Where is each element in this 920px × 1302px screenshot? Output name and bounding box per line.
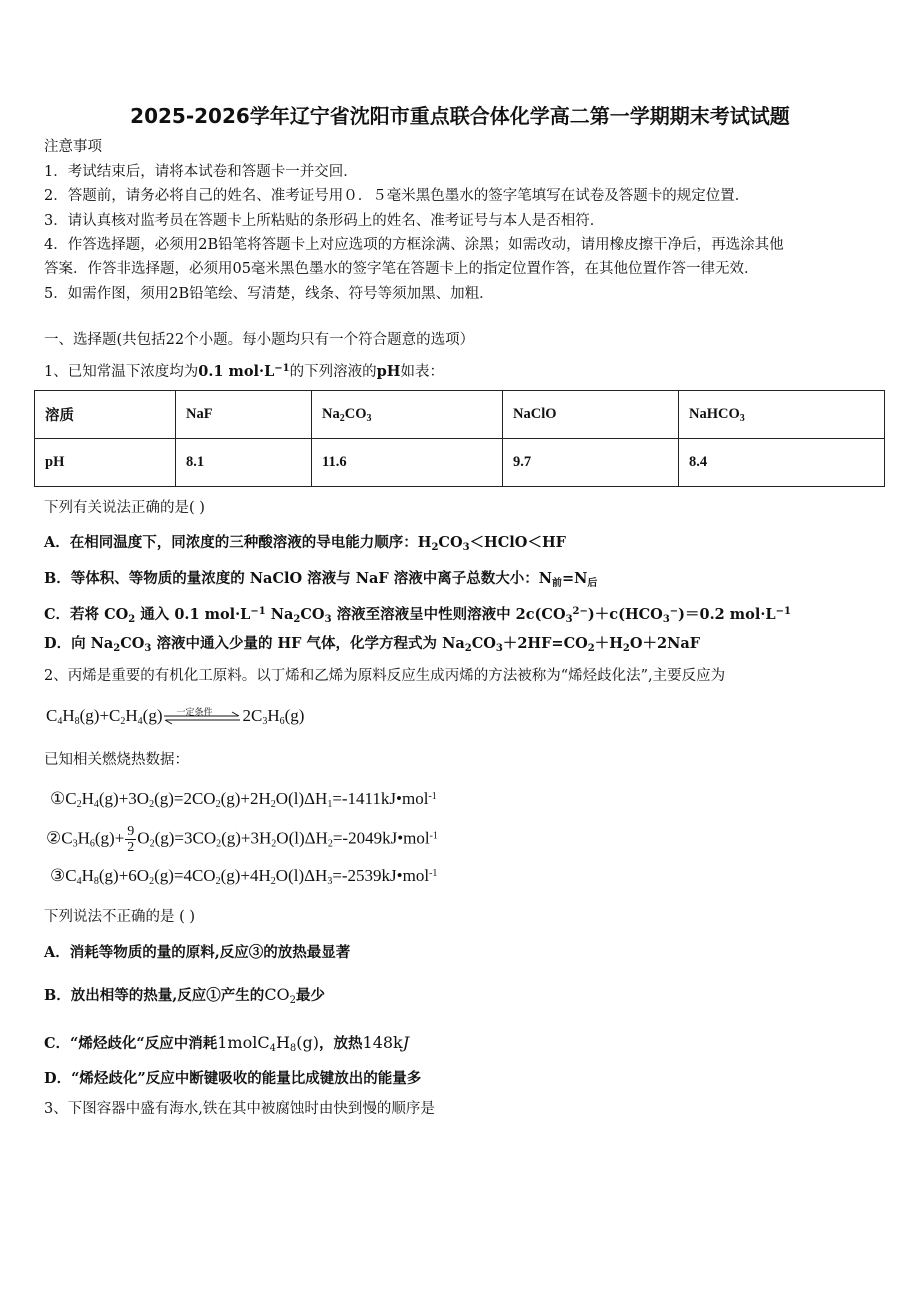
heat-data-label: 已知相关燃烧热数据： [44, 752, 189, 768]
q1-stem: 1、已知常温下浓度均为0.1 $mol\cdot L^{-1}$的下列溶液的pH如表： [44, 363, 444, 380]
table-cell: NaF [176, 391, 312, 439]
notice-item: 5．如需作图，须用2B铅笔绘、写清楚，线条、符号等须加黑、加粗． [44, 286, 494, 302]
reaction-equation: $C_4H_8(g)+C_2H_4(g)$ 一定条件 $2C_3H_6(g)$ [46, 706, 305, 727]
q2-ask: 下列说法不正确的是 ( ) [44, 909, 196, 925]
table-cell: NaClO [503, 391, 679, 439]
notice-item: 4．作答选择题，必须用2B铅笔将答题卡上对应选项的方框涂满、涂黑；如需改动，请用橡皮擦干净后，再选涂其他 [44, 237, 784, 253]
q1-ask: 下列有关说法正确的是( ) [44, 500, 205, 516]
table-cell: $Na_2CO_3$ [312, 391, 503, 439]
q2-option-a: A．消耗等物质的量的原料,反应③的放热最显著 [44, 944, 351, 961]
combustion-eq-1: $①C_2H_4(g)+3O_2(g)=2CO_2(g)+2H_2O(l)\Delta H_1=-1411kJ•mol^{-1}$ [50, 789, 437, 810]
equilibrium-arrow-icon: 一定条件 [162, 706, 242, 728]
q2-option-b: B．放出相等的热量,反应①产生的$CO_2$最少 [44, 985, 326, 1006]
notice-heading: 注意事项 [44, 139, 102, 155]
notice-item: 答案．作答非选择题，必须用05毫米黑色墨水的签字笔在答题卡上的指定位置作答，在其他位置作答一律无效． [44, 261, 759, 277]
q2-option-d: D．“烯烃歧化”反应中断键吸收的能量比成键放出的能量多 [44, 1070, 422, 1087]
combustion-eq-2: $②C_3H_6(g)+$ $\frac{9}{2}$ $O_2(g)=3CO_2(g)+3H_2O(l)\Delta H_2=-2049kJ•mol^{-1}$ [46, 824, 438, 855]
ph-table [34, 390, 885, 487]
notice-item: 3．请认真核对监考员在答题卡上所粘贴的条形码上的姓名、准考证号与本人是否相符． [44, 213, 605, 229]
table-cell: 溶质 [35, 391, 176, 439]
fraction: $\frac{9}{2}$ [127, 824, 135, 855]
q2-option-c: C．“烯烃歧化“反应中消耗$1molC_4H_8(g)$，放热148kJ [44, 1033, 410, 1054]
combustion-eq-3: $③C_4H_8(g)+6O_2(g)=4CO_2(g)+4H_2O(l)\Delta H_3=-2539kJ•mol^{-1}$ [50, 866, 438, 887]
page-title: 2025-2026学年辽宁省沈阳市重点联合体化学高二第一学期期末考试试题 [130, 104, 790, 128]
table-row [35, 391, 885, 439]
notice-item: 1．考试结束后，请将本试卷和答题卡一并交回． [44, 164, 358, 180]
table-cell: 11.6 [312, 439, 503, 487]
q1-option-b: B．等体积、等物质的量浓度的 NaClO 溶液与 NaF 溶液中离子总数大小：$N_前=N_后$ [44, 570, 598, 589]
table-row [35, 439, 885, 487]
table-cell: 8.4 [679, 439, 885, 487]
q3-stem: 3、下图容器中盛有海水,铁在其中被腐蚀时由快到慢的顺序是 [44, 1101, 435, 1117]
notice-item: 2．答题前，请务必将自己的姓名、准考证号用０．５毫米黑色墨水的签字笔填写在试卷及答题卡的规定位置． [44, 188, 750, 204]
table-cell: 8.1 [176, 439, 312, 487]
table-cell: 9.7 [503, 439, 679, 487]
q1-option-a: A．在相同温度下，同浓度的三种酸溶液的导电能力顺序：$H_2CO_3<HClO<HF$ [44, 534, 566, 553]
table-cell: pH [35, 439, 176, 487]
q2-stem: 2、丙烯是重要的有机化工原料。以丁烯和乙烯为原料反应生成丙烯的方法被称为“烯烃歧化法”,主要反应为 [44, 668, 726, 684]
table-cell: NaHCO$_3$ [679, 391, 885, 439]
section-heading: 一、选择题(共包括22个小题。每小题均只有一个符合题意的选项） [44, 332, 475, 348]
q1-option-c: C．若将 $CO_2$ 通入 0.1 $mol\cdot L^{-1}$ $Na_2CO_3$ 溶液至溶液呈中性则溶液中 $2c(CO_3^{2-})+c(HCO_3^-)=0.2$ $mol\cdot L^{-1}$ [44, 606, 791, 625]
q1-option-d: D．向 $Na_2CO_3$ 溶液中通入少量的 HF 气体，化学方程式为 $Na_2CO_3+2HF=CO_2+H_2O+2NaF$ [44, 635, 701, 654]
